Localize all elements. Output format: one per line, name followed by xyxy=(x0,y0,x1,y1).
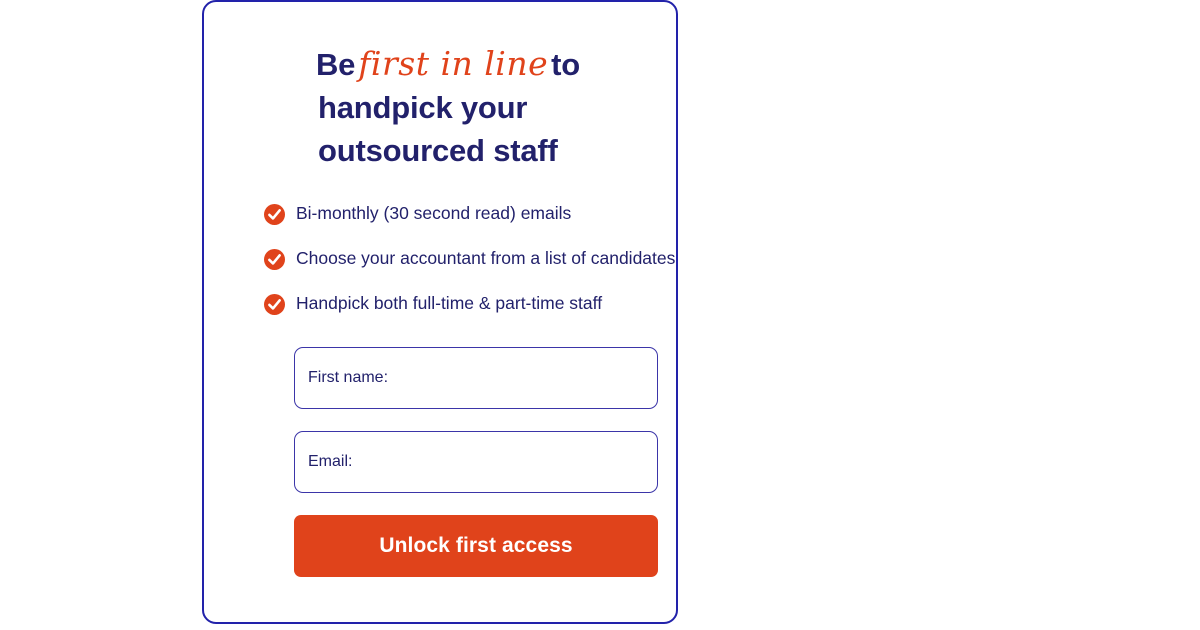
signup-card xyxy=(202,0,678,624)
headline-part-2: to xyxy=(551,47,580,82)
headline-line-2: handpick your xyxy=(318,90,528,125)
check-circle-icon xyxy=(264,249,285,270)
benefit-label: Handpick both full-time & part-time staff xyxy=(296,293,603,313)
list-item xyxy=(264,292,646,315)
headline-line-1 xyxy=(250,42,646,86)
page-title xyxy=(250,30,646,172)
benefit-label: Bi-monthly (30 second read) emails xyxy=(296,203,572,223)
email-field[interactable] xyxy=(294,431,658,493)
list-item xyxy=(264,202,646,225)
check-circle-icon xyxy=(264,294,285,315)
benefits-list xyxy=(250,202,676,315)
signup-form xyxy=(250,347,646,577)
headline-script: first in line xyxy=(358,44,549,83)
first-name-field[interactable] xyxy=(294,347,658,409)
headline-part-1: Be xyxy=(315,47,356,82)
unlock-first-access-button[interactable]: Unlock first access xyxy=(294,515,658,577)
card-inner xyxy=(204,2,676,577)
check-circle-icon xyxy=(264,204,285,225)
headline-line-3: outsourced staff xyxy=(318,133,558,168)
benefit-label: Choose your accountant from a list of candidates xyxy=(296,248,676,268)
list-item xyxy=(264,247,676,270)
